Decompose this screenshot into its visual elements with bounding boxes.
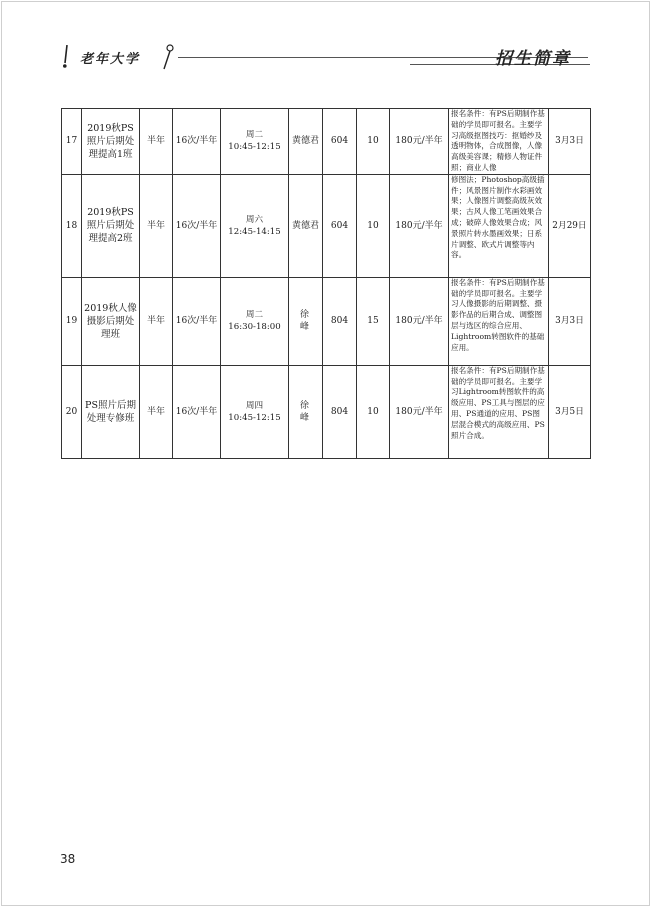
table-row (62, 277, 591, 365)
course-term: 半年 (140, 109, 173, 175)
header-right-title: 招生简章 (495, 49, 571, 69)
course-description: 修图法；Photoshop高级插件；风景图片制作水彩画效果；人像图片调整高级灰效果；古风人像工笔画效果合成；破碎人像效果合成；风景照片转水墨画效果；日系片调整、欧式片调整等内容。 (449, 174, 549, 277)
page-number: 38 (60, 852, 76, 866)
course-room: 604 (323, 109, 357, 175)
header-pen-mark-icon (160, 43, 174, 71)
course-description: 报名条件：有PS后期制作基础的学员即可报名。主要学习人像摄影的后期调整、摄影作品的后期合成、调整图层与选区的综合应用、Lightroom转图软件的基础应用。 (449, 277, 549, 365)
course-start-date: 2月29日 (549, 174, 591, 277)
course-day: 周二 (245, 130, 264, 141)
course-capacity: 10 (357, 174, 390, 277)
course-description: 报名条件：有PS后期制作基础的学员即可报名。主要学习高级抠图技巧：抠婚纱及透明物体，合成图像，人像高级美容课；精修人物证件照；商业人像 (449, 109, 549, 175)
header-slash-mark-icon (63, 45, 69, 69)
course-day: 周四 (245, 400, 264, 411)
header-left-title: 老年大学 (80, 52, 141, 67)
course-term: 半年 (140, 174, 173, 277)
table-row (62, 365, 591, 458)
course-start-date: 3月5日 (549, 365, 591, 458)
course-table (61, 108, 591, 459)
course-fee: 180元/半年 (390, 277, 449, 365)
course-time: 12:45-14:15 (228, 226, 281, 237)
course-teacher: 徐峰 (289, 365, 323, 458)
course-fee: 180元/半年 (390, 174, 449, 277)
course-fee: 180元/半年 (390, 109, 449, 175)
course-description: 报名条件：有PS后期制作基础的学员即可报名。主要学习Lightroom转图软件的高级应用、PS工具与图层的应用、PS通道的应用、PS图层混合模式的高级应用、PS照片合成。 (449, 365, 549, 458)
course-schedule (221, 277, 289, 365)
course-name: 2019秋PS照片后期处理提高2班 (82, 174, 140, 277)
course-capacity: 15 (357, 277, 390, 365)
course-teacher: 黄德君 (289, 174, 323, 277)
course-capacity: 10 (357, 365, 390, 458)
course-term: 半年 (140, 277, 173, 365)
course-name: 2019秋人像摄影后期处理班 (82, 277, 140, 365)
course-room: 604 (323, 174, 357, 277)
course-start-date: 3月3日 (549, 277, 591, 365)
course-term: 半年 (140, 365, 173, 458)
course-day: 周六 (245, 214, 264, 225)
course-start-date: 3月3日 (549, 109, 591, 175)
course-schedule (221, 109, 289, 175)
course-sessions: 16次/半年 (173, 174, 221, 277)
course-name: 2019秋PS照片后期处理提高1班 (82, 109, 140, 175)
course-no: 17 (62, 109, 82, 175)
course-room: 804 (323, 365, 357, 458)
course-fee: 180元/半年 (390, 365, 449, 458)
course-sessions: 16次/半年 (173, 277, 221, 365)
table-row (62, 109, 591, 175)
course-day: 周二 (245, 310, 264, 321)
course-no: 18 (62, 174, 82, 277)
course-schedule (221, 174, 289, 277)
course-name: PS照片后期处理专修班 (82, 365, 140, 458)
course-time: 16:30-18:00 (228, 322, 281, 333)
table-row (62, 174, 591, 277)
course-time: 10:45-12:15 (228, 412, 281, 423)
course-sessions: 16次/半年 (173, 365, 221, 458)
course-time: 10:45-12:15 (228, 142, 281, 153)
course-teacher: 徐峰 (289, 277, 323, 365)
course-no: 19 (62, 277, 82, 365)
course-capacity: 10 (357, 109, 390, 175)
course-room: 804 (323, 277, 357, 365)
course-schedule (221, 365, 289, 458)
course-no: 20 (62, 365, 82, 458)
course-teacher: 黄德君 (289, 109, 323, 175)
course-sessions: 16次/半年 (173, 109, 221, 175)
